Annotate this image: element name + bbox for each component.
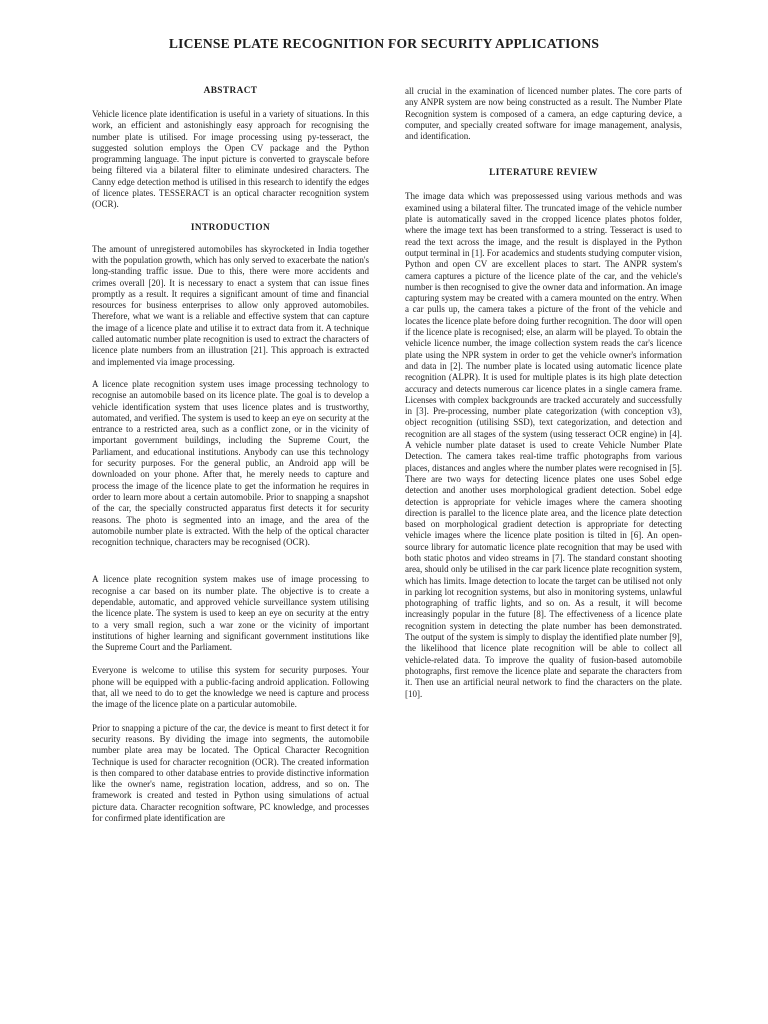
abstract-paragraph: Vehicle licence plate identification is useful in a variety of situations. In this work, an efficient and astonishingly easy approach for recognising the number plate is utilised. For image processing using py-tesseract, the suggested solution employs the Open CV package and the Python programming language. The input picture is converted to grayscale before being filtered via a bilateral filter to eliminate undesired characters. The Canny edge detection method is utilised in this research to identify the edges of licence plates. TESSERACT is an optical character recognition system (OCR). — [92, 109, 369, 210]
right-column — [405, 86, 682, 700]
literature-review-paragraph: The image data which was prepossessed using various methods and was examined using a bilateral filter. The truncated image of the vehicle number plate is automatically saved in the cropped licence plates photos folder, where the image text has been transformed to a string. Tesseract is used to read the text across the image, and the result is displayed in the Python output terminal in [1]. For academics and students studying computer vision, Python and open CV are excellent places to start. The ANPR system's camera captures a picture of the licence plate of the car, and the vehicle's number is then recognised to give the owner data and information. An image capturing system may be created with a camera mounted on the entry. When a car pulls up, the camera takes a picture of the front of the vehicle and locates the licence plate before doing further recognition. The door will open if the licence plate is recognised; else, an alarm will be played. To obtain the vehicle licence number, the image collection system reads the car's licence plate using the NPR system in order to get the vehicle owner's information and data in [2]. The number plate is located using automatic licence plate recognition (ALPR). It is used for multiple plates is its high plate detection accuracy and detects numerous car licence plates in a single camera frame. Licenses with complex backgrounds are tracked accurately and successfully in [3]. Pre-processing, number plate categorization (with conception v3), object recognition (utilising SSD), text categorization, and detection and recognition are all stages of the system (using tesseract OCR engine) in [4]. A vehicle number plate dataset is used to create Vehicle Number Plate Detection. The camera takes real-time traffic photographs from various places, distances and angles where the number plates were recognised in [5]. There are two ways for detecting licence plates one uses Sobel edge detection and another uses morphological gradient detection. Sobel edge detection is appropriate for vehicle images where the camera shooting direction is parallel to the licence plate area, and the licence plate detection based on morphological gradient detection is appropriate for detecting vehicle images where the licence plate position is tilted in [6]. An open-source library for automatic licence plate recognition that may be used with both static photos and video streams in [7]. The standard constant shooting area, should only be utilised in the car park licence plate recognition system, which has limits. Image detection to locate the target can be utilised not only in parking lot recognition systems, but also in monitoring systems, unlawful photographing of traffic lights, and so on. As a result, it will become increasingly popular in the future [8]. The effectiveness of a licence plate recognition system in detecting the plate number has been demonstrated. The output of the system is simply to display the identified plate number [9], the likelihood that licence plate recognition will be able to collect all vehicle-related data. To improve the quality of fusion-based automobile photographs, first remove the licence plate and separate the characters from it. Then use an artificial neural network to find the characters on the plate. [10]. — [405, 191, 682, 699]
introduction-paragraph-3: A licence plate recognition system makes use of image processing to recognise a car based on its number plate. The objective is to create a dependable, automatic, and approved vehicle surveillance system utilising the licence plate. The system is used to keep an eye on security at the entry to a very small region, such a war zone or the vicinity of important institutions of higher learning and significant government institutions like the Supreme Court and the Parliament. — [92, 574, 369, 653]
introduction-paragraph-4: Everyone is welcome to utilise this system for security purposes. Your phone will be equipped with a public-facing android application. Following that, all we need to do to get the knowledge we need is capture and process the image of the licence plate on a particular automobile. — [92, 665, 369, 710]
introduction-paragraph-5: Prior to snapping a picture of the car, the device is meant to first detect it for security reasons. By dividing the image into segments, the automobile number plate area may be located. The Optical Character Recognition Technique is used for character recognition (OCR). The created information is then compared to other database entries to provide distinctive information like the owner's name, registration location, address, and so on. The framework is created and tested in Python using simulations of actual picture data. Character recognition software, PC knowledge, and processes for confirmed plate identification are — [92, 722, 369, 824]
introduction-heading: INTRODUCTION — [190, 222, 271, 233]
paper-title: LICENSE PLATE RECOGNITION FOR SECURITY APPLICATIONS — [168, 36, 600, 51]
continued-paragraph: all crucial in the examination of licenced number plates. The core parts of any ANPR system are now being constructed as a result. The Number Plate Recognition system is composed of a camera, an edge capturing device, a computer, and specially created software for image management, analysis, and identification. — [405, 86, 682, 142]
introduction-paragraph-1: The amount of unregistered automobiles has skyrocketed in India together with the population growth, which has only served to exacerbate the nation's long-standing traffic issue. Due to this, there were more accidents and crimes overall [20]. It is necessary to enact a system that can issue fines promptly as a result. It requires a significant amount of time and financial resources for business enterprises to allow only approved automobiles. Therefore, what we want is a reliable and effective system that can capture the image of a licence plate and utilise it to extract data from it. A technique called automatic number plate recognition is used to extract the characters of licence plate numbers from an illustration [21]. This approach is extracted and implemented via image processing. — [92, 243, 369, 367]
literature-review-heading: LITERATURE REVIEW — [489, 168, 598, 179]
left-column — [92, 86, 369, 824]
introduction-paragraph-2: A licence plate recognition system uses image processing technology to recognise an automobile based on its licence plate. The goal is to develop a vehicle identification system that uses licence plates and is trustworthy, automated, and verified. The system is used to keep an eye on security at the entrance to a restricted area, such as a conflict zone, or in the vicinity of important government buildings, including the Supreme Court, the Parliament, and educational institutions. Anybody can use this technology for security purposes. For the general public, an Android app will be downloaded on your phone. After that, he merely needs to capture and process the image of the licence plate to get the information he requires in order to learn more about a certain automobile. Prior to snapping a snapshot of the car, the specially constructed apparatus first detects it for security reasons. The photo is segmented into an image, and the area of the automobile number plate is extracted. With the help of the optical character recognition technique, characters may be recognised (OCR). — [92, 378, 369, 548]
abstract-heading: ABSTRACT — [203, 86, 258, 96]
